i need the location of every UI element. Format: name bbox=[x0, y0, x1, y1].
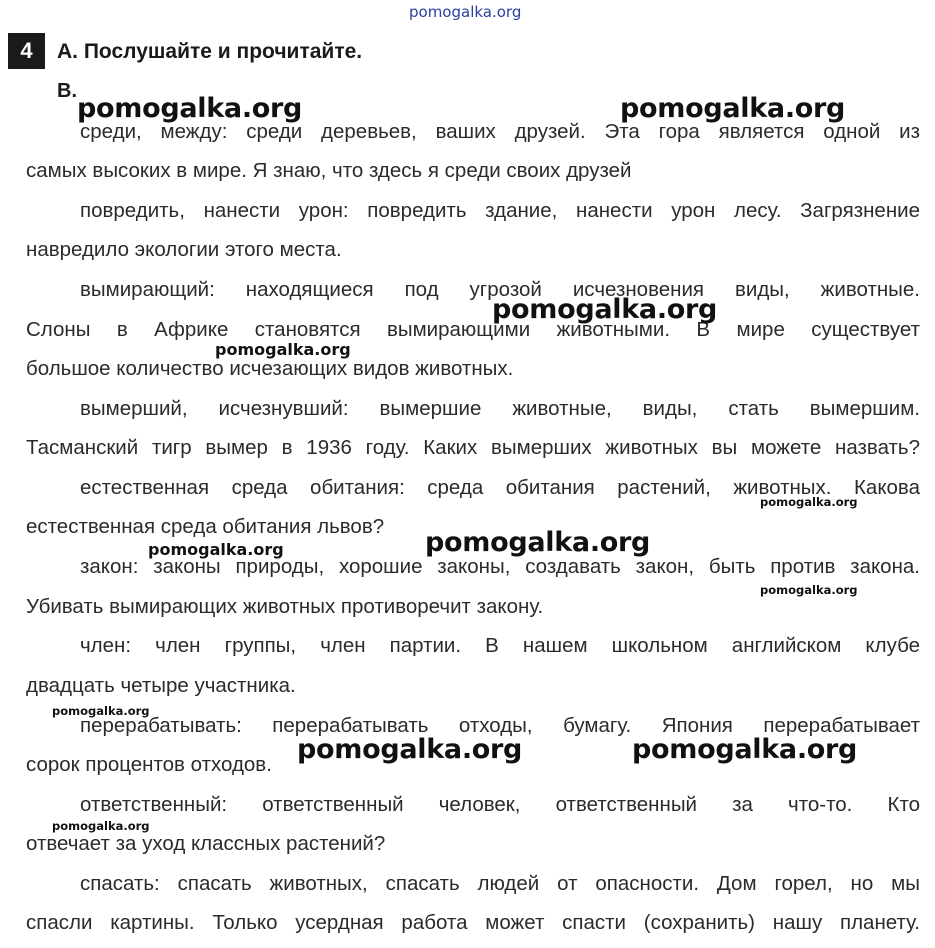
text-line: ответственный: ответственный человек, ответственный за что-то. Кто bbox=[80, 793, 920, 816]
watermark: pomogalka.org bbox=[425, 527, 651, 558]
watermark: pomogalka.org bbox=[620, 93, 846, 124]
text-line: Убивать вымирающих животных противоречит закону. bbox=[26, 595, 544, 618]
watermark-top: pomogalka.org bbox=[409, 3, 522, 21]
text-line: отвечает за уход классных растений? bbox=[26, 832, 386, 855]
text-line: среди, между: среди деревьев, ваших друзей. Эта гора является одной из bbox=[80, 120, 920, 143]
text-line: естественная среда обитания львов? bbox=[26, 515, 385, 538]
text-line: спасать: спасать животных, спасать людей от опасности. Дом горел, но мы bbox=[80, 872, 920, 895]
watermark: pomogalka.org bbox=[760, 583, 858, 597]
watermark: pomogalka.org bbox=[52, 819, 150, 833]
text-line: самых высоких в мире. Я знаю, что здесь я среди своих друзей bbox=[26, 159, 632, 182]
text-line: двадцать четыре участника. bbox=[26, 674, 296, 697]
text-line: член: член группы, член партии. В нашем школьном английском клубе bbox=[80, 634, 920, 657]
text-line: большое количество исчезающих видов животных. bbox=[26, 357, 514, 380]
text-line: вымирающий: находящиеся под угрозой исчезновения виды, животные. bbox=[80, 278, 920, 301]
watermark: pomogalka.org bbox=[77, 93, 303, 124]
part-b-label: В. bbox=[57, 80, 77, 102]
watermark: pomogalka.org bbox=[760, 495, 858, 509]
exercise-number: 4 bbox=[8, 33, 45, 69]
watermark: pomogalka.org bbox=[492, 294, 718, 325]
text-line: перерабатывать: перерабатывать отходы, бумагу. Япония перерабатывает bbox=[80, 714, 920, 737]
text-line: повредить, нанести урон: повредить здание, нанести урон лесу. Загрязнение bbox=[80, 199, 920, 222]
watermark: pomogalka.org bbox=[632, 734, 858, 765]
text-line: вымерший, исчезнувший: вымершие животные, виды, стать вымершим. bbox=[80, 397, 920, 420]
exercise-title: А. Послушайте и прочитайте. bbox=[57, 40, 363, 63]
watermark: pomogalka.org bbox=[148, 540, 284, 559]
text-line: Слоны в Африке становятся вымирающими животными. В мире существует bbox=[26, 318, 920, 341]
text-line: закон: законы природы, хорошие законы, создавать закон, быть против закона. bbox=[80, 555, 920, 578]
text-line: навредило экологии этого места. bbox=[26, 238, 342, 261]
watermark: pomogalka.org bbox=[297, 734, 523, 765]
text-line: Тасманский тигр вымер в 1936 году. Каких вымерших животных вы можете назвать? bbox=[26, 436, 920, 459]
text-line: сорок процентов отходов. bbox=[26, 753, 272, 776]
text-line: естественная среда обитания: среда обитания растений, животных. Какова bbox=[80, 476, 920, 499]
text-line: спасли картины. Только усердная работа может спасти (сохранить) нашу планету. bbox=[26, 911, 920, 934]
watermark: pomogalka.org bbox=[52, 704, 150, 718]
watermark: pomogalka.org bbox=[215, 340, 351, 359]
